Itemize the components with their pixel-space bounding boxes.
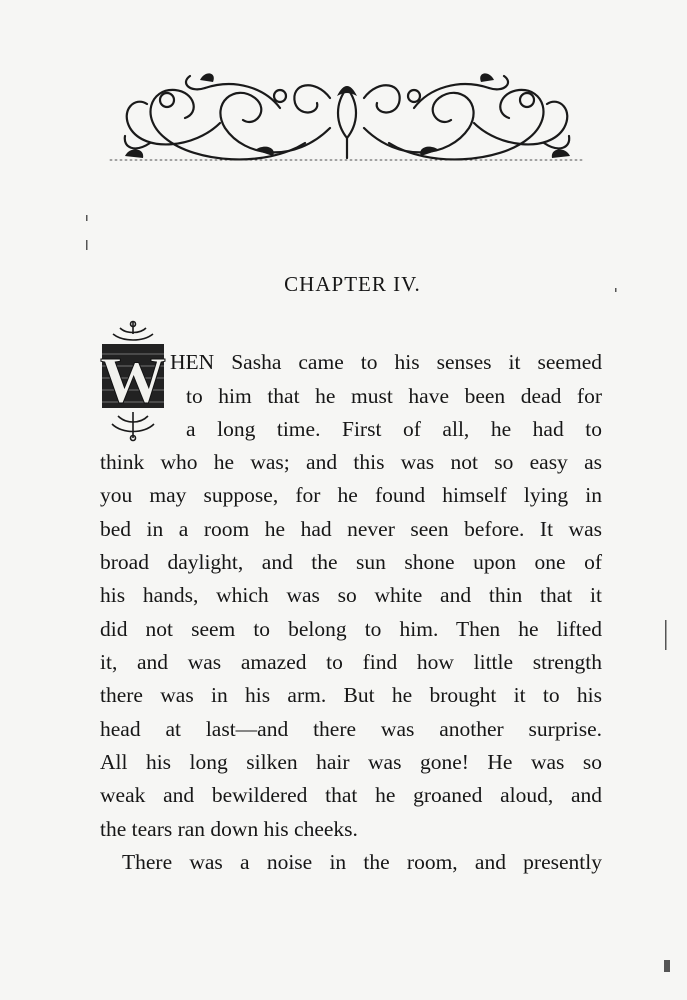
ornamental-dropcap-w (98, 320, 168, 442)
text-line: broad daylight, and the sun shone upon one of (100, 550, 602, 574)
text-line: you may suppose, for he found himself lying in (100, 483, 602, 507)
text-line: head at last—and there was another surprise. (100, 717, 602, 741)
text-line: did not seem to belong to him. Then he lifted (100, 617, 602, 641)
dropcap-letter: W (100, 344, 166, 417)
text-line: his hands, which was so white and thin that it (100, 583, 602, 607)
text-line: bed in a room he had never seen before. It was (100, 517, 602, 541)
text-line: weak and bewildered that he groaned aloud, and (100, 783, 602, 807)
text-line: think who he was; and this was not so easy as (100, 450, 602, 474)
text-line: There was a noise in the room, and presently (122, 850, 602, 874)
text-line: to him that he must have been dead for (186, 384, 602, 408)
ornamental-headpiece (105, 68, 590, 168)
chapter-title: CHAPTER IV. (284, 272, 421, 296)
text-line: it, and was amazed to find how little strength (100, 650, 602, 674)
text-line: a long time. First of all, he had to (186, 417, 602, 441)
text-line: All his long silken hair was gone! He was so (100, 750, 602, 774)
text-line-last: the tears ran down his cheeks. (100, 817, 358, 841)
text-line: there was in his arm. But he brought it to his (100, 683, 602, 707)
text-line: HEN Sasha came to his senses it seemed (170, 350, 602, 374)
